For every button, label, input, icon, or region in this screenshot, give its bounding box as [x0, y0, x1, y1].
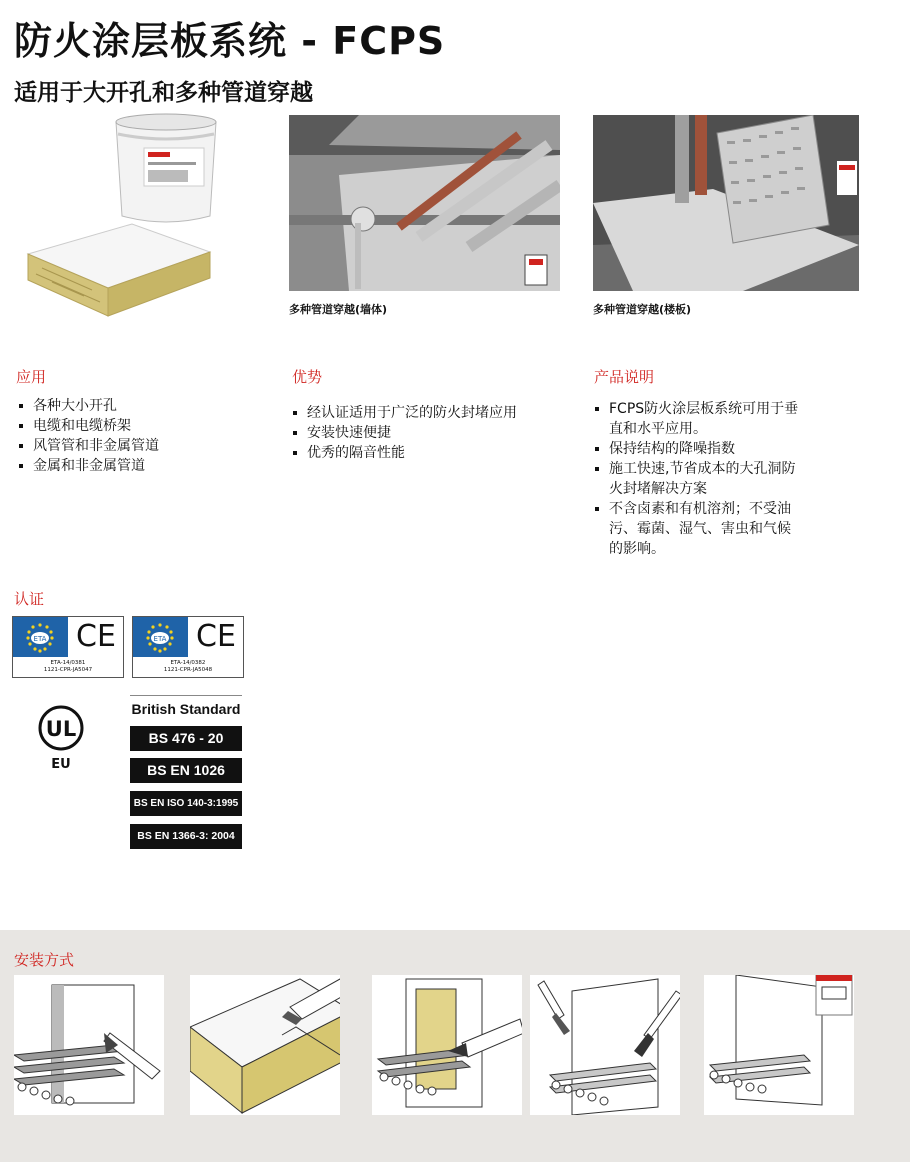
install-step-1-illustration [14, 975, 164, 1115]
eta-number: ETA-14/0381 1121-CPR-JA5047 [43, 660, 93, 673]
eta-logo [13, 617, 68, 657]
eta-number: ETA-14/0382 1121-CPR-JA5048 [163, 660, 213, 673]
description-heading: 产品说明 [594, 368, 655, 386]
description-list [592, 399, 804, 559]
standard-badge: BS EN 1026 [130, 758, 242, 783]
ul-region: EU [51, 757, 71, 772]
page-title: 防火涂层板系统 - FCPS [14, 19, 446, 63]
floor-penetration-photo [593, 115, 859, 291]
list-item: 经认证适用于广泛的防火封堵应用 [290, 403, 570, 423]
application-heading: 应用 [16, 368, 47, 386]
list-item: 金属和非金属管道 [16, 456, 246, 476]
product-image [22, 112, 232, 322]
list-item: FCPS防火涂层板系统可用于垂直和水平应用。 [592, 399, 804, 439]
ce-mark: CE [196, 619, 236, 654]
ce-mark: CE [76, 619, 116, 654]
wall-penetration-photo [289, 115, 560, 291]
list-item: 电缆和电缆桥架 [16, 416, 246, 436]
wall-photo-caption: 多种管道穿越(墙体) [289, 303, 388, 316]
application-list [16, 396, 246, 476]
list-item: 优秀的隔音性能 [290, 443, 570, 463]
eta-ce-badge-2 [132, 616, 244, 678]
page-subtitle: 适用于大开孔和多种管道穿越 [14, 80, 313, 106]
list-item: 各种大小开孔 [16, 396, 246, 416]
install-step-4-illustration [530, 975, 680, 1115]
advantages-list [290, 403, 570, 463]
standard-badge: BS EN ISO 140-3:1995 [130, 791, 242, 816]
install-step-5-illustration [704, 975, 854, 1115]
standard-badge: BS 476 - 20 [130, 726, 242, 751]
list-item: 保持结构的降噪指数 [592, 439, 804, 459]
certification-heading: 认证 [14, 590, 45, 608]
advantages-heading: 优势 [292, 368, 323, 386]
installation-heading: 安装方式 [14, 951, 75, 969]
install-step-2-illustration [190, 975, 340, 1115]
list-item: 安装快速便捷 [290, 423, 570, 443]
ul-mark: UL [45, 717, 77, 741]
standard-badge: BS EN 1366-3: 2004 [130, 824, 242, 849]
list-item: 风管管和非金属管道 [16, 436, 246, 456]
ul-logo [36, 704, 86, 772]
eta-logo [133, 617, 188, 657]
eta-ce-badge-1 [12, 616, 124, 678]
list-item: 不含卤素和有机溶剂；不受油污、霉菌、湿气、害虫和气候的影响。 [592, 499, 804, 559]
list-item: 施工快速,节省成本的大孔洞防火封堵解决方案 [592, 459, 804, 499]
eta-label: ETA [153, 635, 167, 643]
british-standard-label: British Standard [130, 695, 242, 720]
eta-label: ETA [33, 635, 47, 643]
install-step-3-illustration [372, 975, 522, 1115]
floor-photo-caption: 多种管道穿越(楼板) [593, 303, 692, 316]
